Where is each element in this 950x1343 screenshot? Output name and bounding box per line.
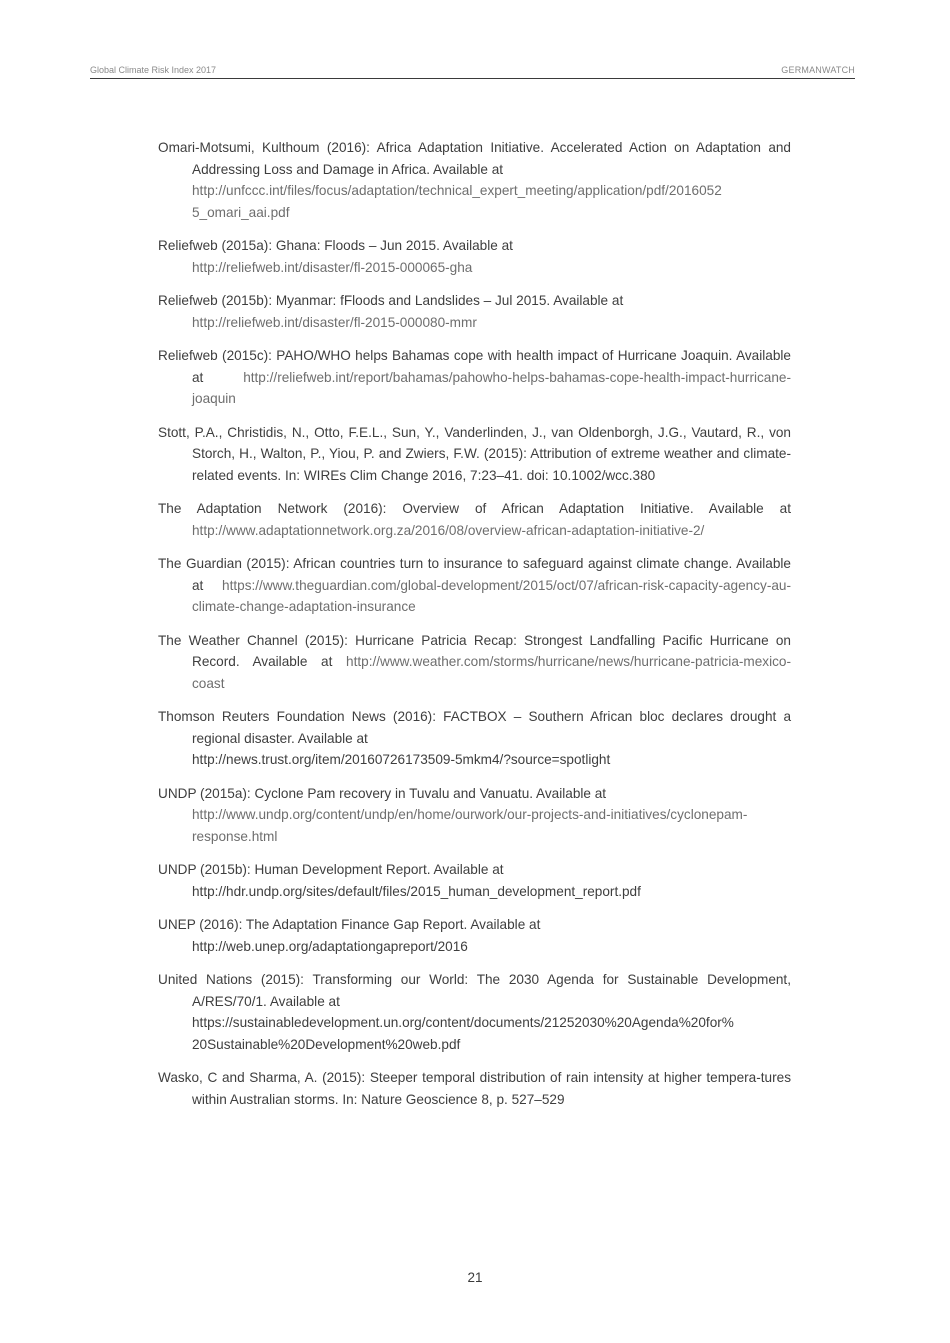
reference-text: Reliefweb (2015a): Ghana: Floods – Jun 2015. Available at (158, 238, 513, 253)
reference-url[interactable]: http://reliefweb.int/report/bahamas/pahowho-helps-bahamas-cope-health-impact-hurricane-joaquin (192, 369, 791, 406)
reference-item (158, 137, 791, 223)
header-publisher: GERMANWATCH (781, 65, 855, 75)
reference-url[interactable]: http://unfccc.int/files/focus/adaptation/technical_expert_meeting/application/pdf/2016052 5_omari_aai.pdf (192, 183, 722, 220)
reference-item (158, 630, 791, 695)
page-number: 21 (467, 1270, 483, 1285)
reference-item (158, 969, 791, 1055)
reference-url[interactable]: https://www.theguardian.com/global-development/2015/oct/07/african-risk-capacity-agency-au-climate-change-adaptation-insurance (192, 577, 791, 614)
reference-url[interactable]: http://hdr.undp.org/sites/default/files/2015_human_development_report.pdf (192, 883, 641, 899)
reference-text: UNDP (2015b): Human Development Report. Available at (158, 862, 504, 877)
header-title: Global Climate Risk Index 2017 (90, 65, 217, 75)
reference-url[interactable]: http://reliefweb.int/disaster/fl-2015-000080-mmr (192, 314, 477, 330)
reference-url[interactable]: http://reliefweb.int/disaster/fl-2015-000065-gha (192, 259, 473, 275)
reference-url[interactable]: http://www.adaptationnetwork.org.za/2016/08/overview-african-adaptation-initiative-2/ (192, 522, 705, 538)
reference-url[interactable]: http://www.weather.com/storms/hurricane/news/hurricane-patricia-mexico-coast (192, 654, 791, 691)
reference-item (158, 783, 791, 848)
reference-item (158, 235, 791, 278)
reference-text: Omari-Motsumi, Kulthoum (2016): Africa Adaptation Initiative. Accelerated Action on Adaptation and Addressing Loss and Damage in Africa. Available at (158, 140, 791, 177)
reference-text: Reliefweb (2015c): PAHO/WHO helps Bahamas cope with health impact of Hurricane Joaquin. Available at (158, 348, 791, 385)
reference-text: Wasko, C and Sharma, A. (2015): Steeper temporal distribution of rain intensity at higher tempera-tures within Australian storms. In: Nature Geoscience 8, p. 527–529 (158, 1070, 791, 1107)
reference-text: Thomson Reuters Foundation News (2016): FACTBOX – Southern African bloc declares drought a regional disaster. Available at (158, 709, 791, 746)
reference-text: Stott, P.A., Christidis, N., Otto, F.E.L., Sun, Y., Vanderlinden, J., van Oldenborgh, J.G., Vautard, R., von Storch, H., Walton, P., Yiou, P. and Zwiers, F.W. (2015): Attribution of extreme weather and climate-related events. In: WIREs Clim Change 2016, 7:23–41. doi: 10.1002/wcc.380 (158, 424, 791, 483)
reference-item (158, 498, 791, 541)
reference-item (158, 706, 791, 771)
reference-item (158, 1067, 791, 1110)
reference-item (158, 422, 791, 487)
reference-url[interactable]: http://news.trust.org/item/20160726173509-5mkm4/?source=spotlight (192, 752, 611, 767)
reference-text: Reliefweb (2015b): Myanmar: fFloods and Landslides – Jul 2015. Available at (158, 293, 624, 308)
reference-text: The Weather Channel (2015): Hurricane Patricia Recap: Strongest Landfalling Pacific Hurricane on Record. Available at (158, 632, 791, 669)
page-header (90, 63, 855, 79)
reference-item (158, 290, 791, 333)
reference-text: UNEP (2016): The Adaptation Finance Gap Report. Available at (158, 917, 541, 932)
reference-item (158, 914, 791, 957)
reference-url[interactable]: http://web.unep.org/adaptationgapreport/2016 (192, 938, 468, 954)
reference-text: The Guardian (2015): African countries turn to insurance to safeguard against climate change. Available at (158, 556, 791, 593)
reference-item (158, 345, 791, 410)
reference-text: UNDP (2015a): Cyclone Pam recovery in Tuvalu and Vanuatu. Available at (158, 785, 607, 801)
reference-text: United Nations (2015): Transforming our World: The 2030 Agenda for Sustainable Development, A/RES/70/1. Available at (158, 972, 791, 1009)
reference-url[interactable]: https://sustainabledevelopment.un.org/content/documents/21252030%20Agenda%20for% 20Sustainable%20Development%20web.pdf (192, 1015, 734, 1052)
reference-url[interactable]: http://www.undp.org/content/undp/en/home/ourwork/our-projects-and-initiatives/cyclonepam-response.html (192, 807, 748, 844)
reference-list (158, 137, 791, 1122)
reference-text: The Adaptation Network (2016): Overview of African Adaptation Initiative. Available at (158, 501, 791, 516)
reference-item (158, 553, 791, 618)
reference-item (158, 859, 791, 902)
